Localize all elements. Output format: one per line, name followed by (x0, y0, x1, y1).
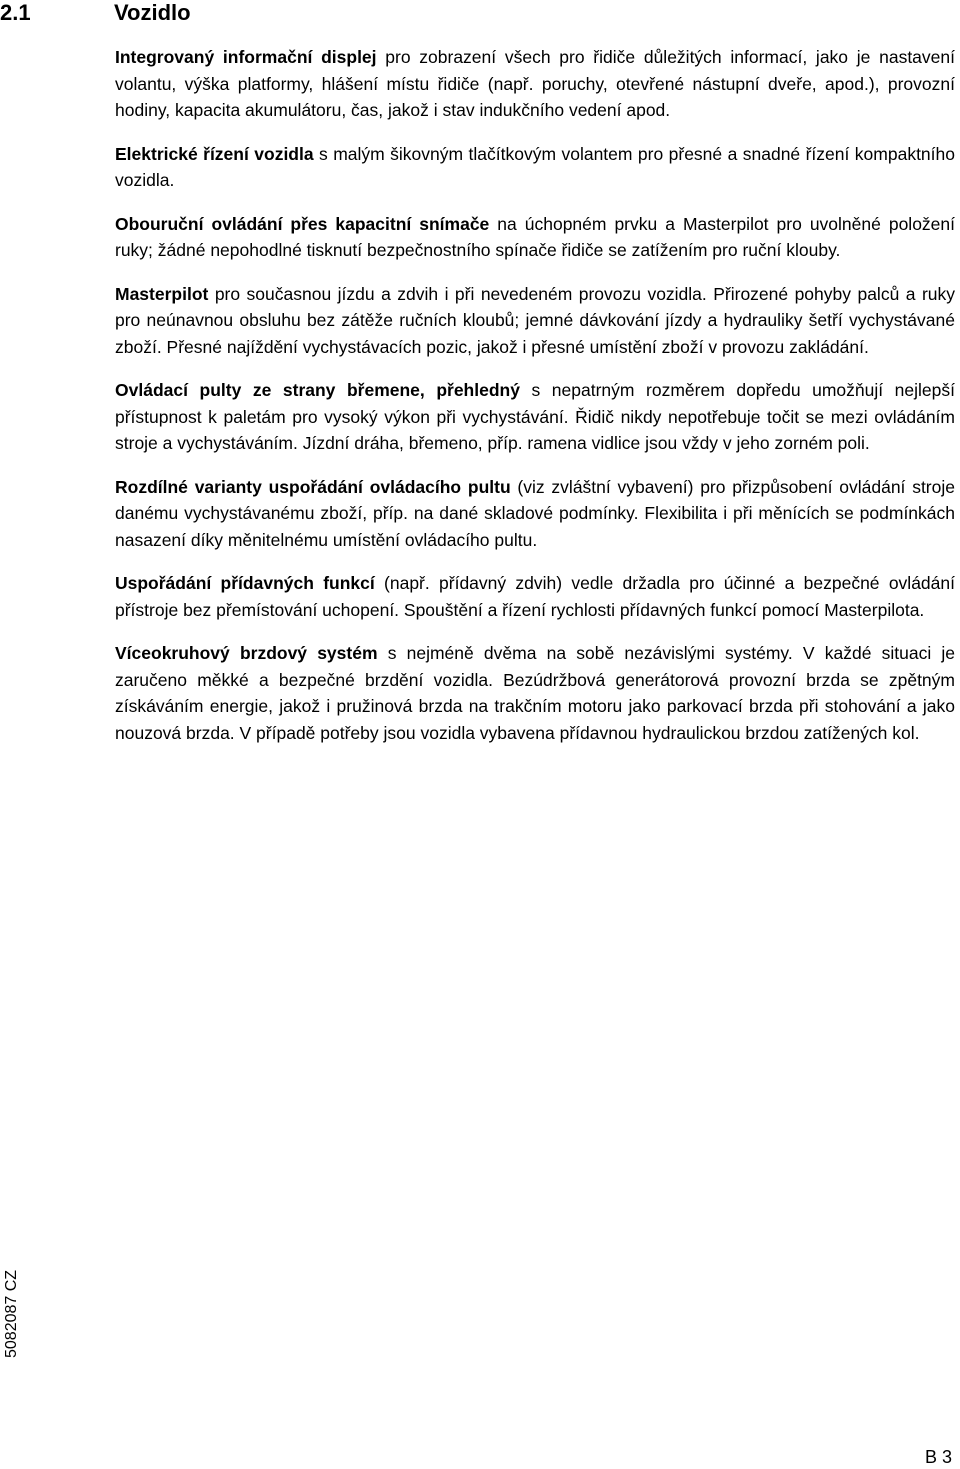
paragraph-info-display (115, 44, 955, 124)
section-heading (0, 0, 191, 26)
paragraph-lead: Víceokruhový brzdový systém (115, 643, 378, 663)
paragraph-auxiliary-functions (115, 570, 955, 623)
section-title: Vozidlo (114, 0, 191, 25)
paragraph-two-hand-control (115, 211, 955, 264)
paragraph-lead: Rozdílné varianty uspořádání ovládacího pultu (115, 476, 511, 497)
paragraph-text: pro zobrazení všech pro řidiče důležitých informací, jako je nastavení volantu, výška platformy, hlášení místu řidiče (např. poruchy, otevřené nástupní dveře, apod.), provozní hodiny, kapacita akumulátoru, čas, jakož i stav indukčního vedení apod. (115, 47, 955, 120)
document-code: 5082087 CZ (3, 1269, 20, 1358)
paragraph-control-consoles (115, 377, 955, 457)
paragraph-text: s nejméně dvěma na sobě nezávislými systémy. V každé situaci je zaručeno měkké a bezpečné brzdění vozidla. Bezúdržbová generátorová provozní brzda se zpětným získáváním energie, jakož i pružinová brzda na trakčním motoru jako parkovací brzda při stohování a jako nouzová brzda. V případě potřeby jsou vozidla vybavena přídavnou hydraulickou brzdou zatížených kol. (115, 643, 955, 743)
paragraph-lead: Integrovaný informační displej (115, 47, 377, 67)
paragraph-text: s malým šikovným tlačítkovým volantem pro přesné a snadné řízení kompaktního vozidla. (115, 143, 955, 190)
paragraph-lead: Ovládací pulty ze strany břemene, přehledný (115, 380, 520, 400)
paragraph-lead: Uspořádání přídavných funkcí (115, 573, 375, 593)
paragraph-lead: Elektrické řízení vozidla (115, 143, 314, 164)
paragraph-text: s nepatrným rozměrem dopředu umožňují nejlepší přístupnost k paletám pro vysoký výkon při vychystávání. Řidič nikdy nepotřebuje točit se mezi ovládáním stroje a vychystáváním. Jízdní dráha, břemeno, příp. ramena vidlice jsou vždy v jeho zorném poli. (115, 380, 955, 453)
section-number: 2.1 (0, 0, 31, 25)
paragraph-masterpilot (115, 281, 955, 361)
paragraph-lead: Masterpilot (115, 283, 209, 304)
paragraph-console-variants (115, 474, 955, 554)
paragraph-lead: Obouruční ovládání přes kapacitní snímače (115, 213, 490, 234)
page-number: B 3 (924, 1447, 952, 1467)
paragraph-text: (např. přídavný zdvih) vedle držadla pro účinné a bezpečné ovládání přístroje bez přemístování uchopení. Spouštění a řízení rychlosti přídavných funkcí pomocí Masterpilota. (115, 573, 955, 620)
paragraph-text: (viz zvláštní vybavení) pro přizpůsobení ovládání stroje danému vychystávanému zboží, příp. na dané skladové podmínky. Flexibilita i při měnících se podmínkách nasazení díky měnitelnému umístění ovládacího pultu. (115, 476, 955, 550)
paragraph-brake-system (115, 640, 955, 746)
paragraph-text: pro současnou jízdu a zdvih i při nevedeném provozu vozidla. Přirozené pohyby palců a ruky pro neúnavnou obsluhu bez zátěže ručních kloubů; jemné dávkování jízdy a hydrauliky šetří vychystávané zboží. Přesné najíždění vychystávacích pozic, jakož i přesné umístění zboží v provozu zakládání. (115, 283, 955, 357)
paragraph-text: na úchopném prvku a Masterpilot pro uvolněné položení ruky; žádné nepohodlné tisknutí bezpečnostního spínače řidiče se zatížením pro ruční klouby. (115, 213, 956, 260)
paragraph-electric-steering (115, 141, 955, 194)
section-body (115, 44, 955, 763)
